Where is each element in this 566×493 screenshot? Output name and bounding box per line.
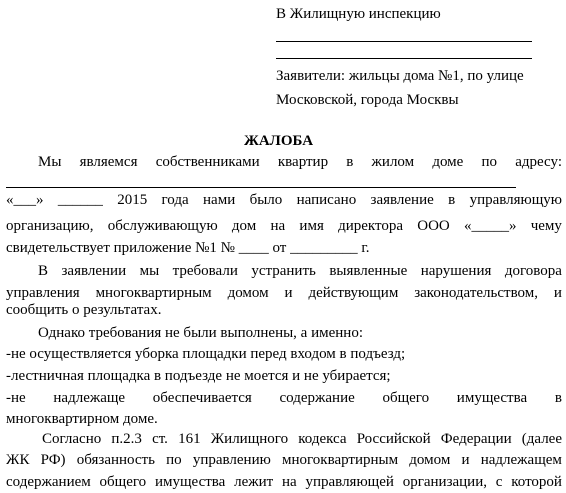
- word: года: [161, 192, 189, 208]
- word: ЖК: [6, 452, 30, 468]
- addressee-to: В Жилищную инспекцию: [276, 6, 441, 22]
- word: на: [270, 218, 286, 234]
- word: дом: [231, 218, 257, 234]
- word: которой: [511, 474, 562, 490]
- paragraph-line: [6, 217, 562, 235]
- word: РФ): [40, 452, 66, 468]
- word: (далее: [521, 431, 562, 447]
- word: многоквартирным: [95, 285, 212, 301]
- paragraph-line: [6, 451, 562, 469]
- word: домом: [409, 452, 451, 468]
- word: «_____»: [463, 218, 517, 234]
- word: имущества: [154, 474, 226, 490]
- word: имущества: [456, 390, 528, 406]
- word: устранить: [251, 263, 316, 279]
- word: Согласно: [42, 431, 102, 447]
- paragraph-line: свидетельствует приложение №1 № ____ от _________ г.: [6, 240, 370, 256]
- word: Жилищного: [210, 431, 289, 447]
- word: многоквартирным: [282, 452, 399, 468]
- blank-line: [276, 41, 532, 42]
- word: требовали: [172, 263, 238, 279]
- word: -не: [6, 390, 26, 406]
- word: было: [249, 192, 283, 208]
- word: обеспечивается: [152, 390, 252, 406]
- paragraph-line: [6, 473, 562, 491]
- word: чему: [530, 218, 562, 234]
- list-item: -лестничная площадка в подъезде не моется и не убирается;: [6, 368, 391, 384]
- word: лежит: [234, 474, 274, 490]
- word: общего: [99, 474, 147, 490]
- word: заявлении: [61, 263, 127, 279]
- word: домом: [227, 285, 269, 301]
- word: доме: [432, 154, 464, 170]
- word: и: [553, 285, 562, 301]
- paragraph-line: сообщить о результатах.: [6, 302, 162, 318]
- word: нами: [203, 192, 236, 208]
- word: надлежащем: [480, 452, 562, 468]
- addressee-applicants: Заявители: жильцы дома №1, по улице: [276, 68, 524, 84]
- word: договора: [504, 263, 562, 279]
- word: в: [554, 390, 562, 406]
- word: являемся: [79, 154, 138, 170]
- word: 2015: [117, 192, 148, 208]
- word: нарушения: [420, 263, 492, 279]
- word: написано: [296, 192, 357, 208]
- list-item: [6, 389, 562, 407]
- word: по: [481, 154, 498, 170]
- paragraph-line: [38, 153, 562, 171]
- word: содержанием: [6, 474, 91, 490]
- word: управления: [6, 285, 80, 301]
- paragraph-line: многоквартирном доме.: [6, 411, 158, 427]
- paragraph-line: [6, 191, 562, 209]
- word: законодательством,: [414, 285, 539, 301]
- address-blank-line: [6, 187, 516, 188]
- word: 161: [178, 431, 201, 447]
- word: мы: [139, 263, 160, 279]
- document-title: ЖАЛОБА: [244, 133, 314, 149]
- word: Федерации: [440, 431, 512, 447]
- word: адресу:: [515, 154, 562, 170]
- addressee-city: Московской, города Москвы: [276, 92, 459, 108]
- word: выявленные: [329, 263, 408, 279]
- word: действующим: [308, 285, 399, 301]
- paragraph-line: [38, 262, 562, 280]
- word: содержание: [279, 390, 355, 406]
- word: Мы: [38, 154, 62, 170]
- paragraph-line: [42, 430, 562, 448]
- word: и: [461, 452, 470, 468]
- word: имя: [299, 218, 324, 234]
- word: управляющую: [469, 192, 562, 208]
- word: обслуживающую: [107, 218, 218, 234]
- word: организацию,: [6, 218, 94, 234]
- word: ______: [57, 192, 103, 208]
- word: жилом: [371, 154, 415, 170]
- word: ст.: [152, 431, 168, 447]
- paragraph-line: Однако требования не были выполнены, а именно:: [38, 325, 363, 341]
- word: надлежаще: [53, 390, 126, 406]
- word: квартир: [277, 154, 329, 170]
- word: «___»: [6, 192, 44, 208]
- list-item: -не осуществляется уборка площадки перед входом в подъезд;: [6, 346, 406, 362]
- word: кодекса: [298, 431, 347, 447]
- word: п.2.3: [111, 431, 142, 447]
- word: организации,: [402, 474, 487, 490]
- word: директора: [338, 218, 403, 234]
- word: с: [495, 474, 503, 490]
- word: и: [284, 285, 293, 301]
- word: ООО: [417, 218, 450, 234]
- word: обязанность: [76, 452, 155, 468]
- word: собственниками: [155, 154, 260, 170]
- word: по: [166, 452, 182, 468]
- paragraph-line: [6, 284, 562, 302]
- word: заявление: [370, 192, 434, 208]
- word: Российской: [356, 431, 431, 447]
- word: управлению: [192, 452, 271, 468]
- word: в: [448, 192, 456, 208]
- word: в: [346, 154, 354, 170]
- blank-line: [276, 58, 532, 59]
- word: управляющей: [305, 474, 394, 490]
- word: общего: [382, 390, 430, 406]
- word: на: [282, 474, 297, 490]
- word: В: [38, 263, 49, 279]
